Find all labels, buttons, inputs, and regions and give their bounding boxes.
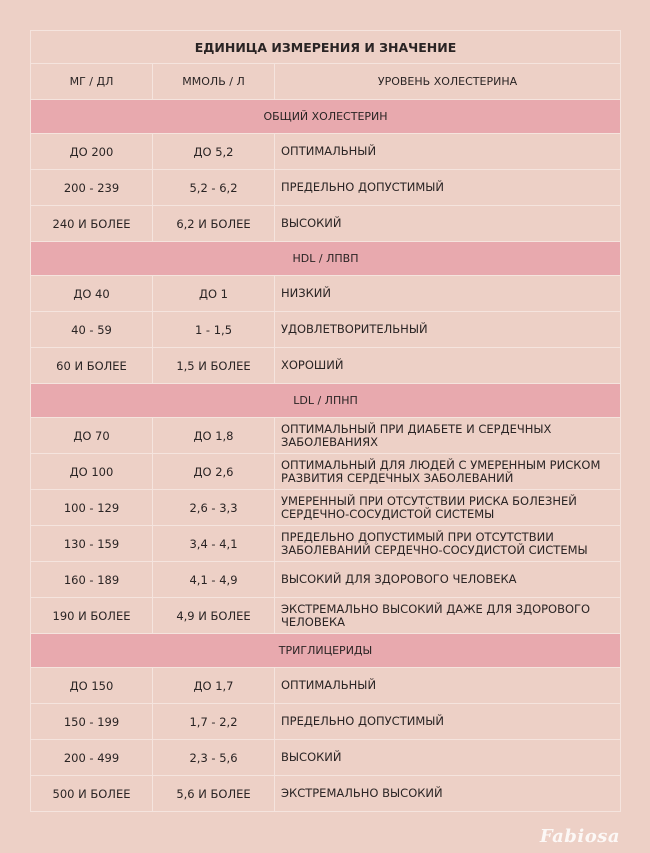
- cholesterol-level: ПРЕДЕЛЬНО ДОПУСТИМЫЙ: [275, 170, 621, 206]
- value-mmol-l: 4,9 И БОЛЕЕ: [153, 598, 275, 634]
- cholesterol-level: ВЫСОКИЙ: [275, 206, 621, 242]
- table-row: [31, 312, 621, 348]
- value-mmol-l: 4,1 - 4,9: [153, 562, 275, 598]
- table-row: [31, 740, 621, 776]
- section-title: ТРИГЛИЦЕРИДЫ: [31, 634, 621, 668]
- value-mmol-l: ДО 2,6: [153, 454, 275, 490]
- table-row: [31, 704, 621, 740]
- cholesterol-level: ЭКСТРЕМАЛЬНО ВЫСОКИЙ ДАЖЕ ДЛЯ ЗДОРОВОГО ЧЕЛОВЕКА: [275, 598, 621, 634]
- section-header-row: [31, 100, 621, 134]
- value-mmol-l: 3,4 - 4,1: [153, 526, 275, 562]
- value-mg-dl: 200 - 239: [31, 170, 153, 206]
- value-mmol-l: 1 - 1,5: [153, 312, 275, 348]
- value-mmol-l: ДО 1,8: [153, 418, 275, 454]
- column-header-row: [31, 64, 621, 100]
- value-mmol-l: 1,7 - 2,2: [153, 704, 275, 740]
- cholesterol-level: ВЫСОКИЙ: [275, 740, 621, 776]
- value-mmol-l: 1,5 И БОЛЕЕ: [153, 348, 275, 384]
- value-mg-dl: ДО 150: [31, 668, 153, 704]
- value-mmol-l: ДО 1: [153, 276, 275, 312]
- cholesterol-level: ПРЕДЕЛЬНО ДОПУСТИМЫЙ ПРИ ОТСУТСТВИИ ЗАБОЛЕВАНИЙ СЕРДЕЧНО-СОСУДИСТОЙ СИСТЕМЫ: [275, 526, 621, 562]
- table-row: [31, 598, 621, 634]
- cholesterol-level: ОПТИМАЛЬНЫЙ ДЛЯ ЛЮДЕЙ С УМЕРЕННЫМ РИСКОМ РАЗВИТИЯ СЕРДЕЧНЫХ ЗАБОЛЕВАНИЙ: [275, 454, 621, 490]
- value-mg-dl: 200 - 499: [31, 740, 153, 776]
- column-header-mmol-l: ММОЛЬ / Л: [153, 64, 275, 100]
- value-mg-dl: 500 И БОЛЕЕ: [31, 776, 153, 812]
- cholesterol-level: УМЕРЕННЫЙ ПРИ ОТСУТСТВИИ РИСКА БОЛЕЗНЕЙ СЕРДЕЧНО-СОСУДИСТОЙ СИСТЕМЫ: [275, 490, 621, 526]
- section-header-row: [31, 242, 621, 276]
- section-header-row: [31, 384, 621, 418]
- table-row: [31, 562, 621, 598]
- value-mmol-l: 5,2 - 6,2: [153, 170, 275, 206]
- section-title: LDL / ЛПНП: [31, 384, 621, 418]
- table-row: [31, 526, 621, 562]
- cholesterol-level: НИЗКИЙ: [275, 276, 621, 312]
- cholesterol-level: ПРЕДЕЛЬНО ДОПУСТИМЫЙ: [275, 704, 621, 740]
- value-mg-dl: 160 - 189: [31, 562, 153, 598]
- table-row: [31, 490, 621, 526]
- cholesterol-level: ВЫСОКИЙ ДЛЯ ЗДОРОВОГО ЧЕЛОВЕКА: [275, 562, 621, 598]
- value-mmol-l: ДО 1,7: [153, 668, 275, 704]
- value-mg-dl: ДО 40: [31, 276, 153, 312]
- value-mg-dl: 60 И БОЛЕЕ: [31, 348, 153, 384]
- cholesterol-level: УДОВЛЕТВОРИТЕЛЬНЫЙ: [275, 312, 621, 348]
- section-title: HDL / ЛПВП: [31, 242, 621, 276]
- table-row: [31, 276, 621, 312]
- table-body: [31, 31, 621, 812]
- column-header-mg-dl: МГ / ДЛ: [31, 64, 153, 100]
- value-mmol-l: 5,6 И БОЛЕЕ: [153, 776, 275, 812]
- value-mmol-l: ДО 5,2: [153, 134, 275, 170]
- value-mg-dl: ДО 200: [31, 134, 153, 170]
- value-mmol-l: 2,6 - 3,3: [153, 490, 275, 526]
- table-row: [31, 418, 621, 454]
- table-row: [31, 170, 621, 206]
- cholesterol-level: ОПТИМАЛЬНЫЙ ПРИ ДИАБЕТЕ И СЕРДЕЧНЫХ ЗАБОЛЕВАНИЯХ: [275, 418, 621, 454]
- cholesterol-table: [30, 30, 621, 812]
- table-row: [31, 776, 621, 812]
- value-mmol-l: 2,3 - 5,6: [153, 740, 275, 776]
- table-row: [31, 134, 621, 170]
- cholesterol-level: ЭКСТРЕМАЛЬНО ВЫСОКИЙ: [275, 776, 621, 812]
- section-header-row: [31, 634, 621, 668]
- value-mg-dl: 190 И БОЛЕЕ: [31, 598, 153, 634]
- value-mg-dl: 150 - 199: [31, 704, 153, 740]
- table-row: [31, 668, 621, 704]
- fabiosa-watermark: Fabiosa: [539, 826, 620, 847]
- value-mg-dl: ДО 70: [31, 418, 153, 454]
- value-mmol-l: 6,2 И БОЛЕЕ: [153, 206, 275, 242]
- table-title-row: [31, 31, 621, 64]
- value-mg-dl: 130 - 159: [31, 526, 153, 562]
- value-mg-dl: 100 - 129: [31, 490, 153, 526]
- table-row: [31, 206, 621, 242]
- cholesterol-level: ОПТИМАЛЬНЫЙ: [275, 134, 621, 170]
- column-header-level: УРОВЕНЬ ХОЛЕСТЕРИНА: [275, 64, 621, 100]
- section-title: ОБЩИЙ ХОЛЕСТЕРИН: [31, 100, 621, 134]
- table-row: [31, 348, 621, 384]
- table-title: ЕДИНИЦА ИЗМЕРЕНИЯ И ЗНАЧЕНИЕ: [31, 31, 621, 64]
- cholesterol-level: ОПТИМАЛЬНЫЙ: [275, 668, 621, 704]
- value-mg-dl: ДО 100: [31, 454, 153, 490]
- value-mg-dl: 240 И БОЛЕЕ: [31, 206, 153, 242]
- table-row: [31, 454, 621, 490]
- cholesterol-level: ХОРОШИЙ: [275, 348, 621, 384]
- value-mg-dl: 40 - 59: [31, 312, 153, 348]
